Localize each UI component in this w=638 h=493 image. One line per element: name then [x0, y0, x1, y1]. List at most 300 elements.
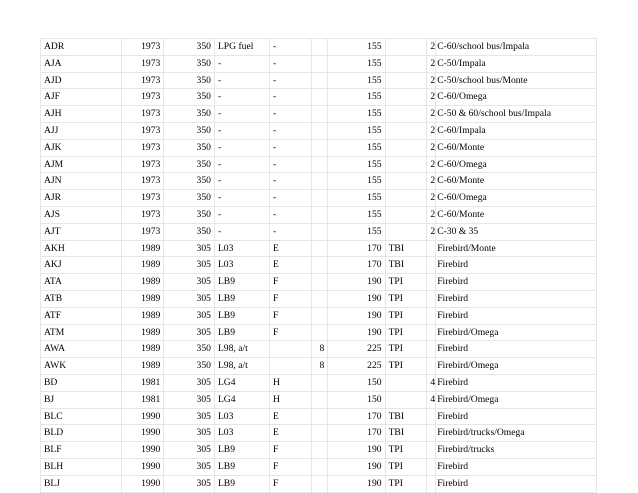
letter-cell: F: [269, 307, 311, 324]
engine-cell: LB9: [214, 324, 269, 341]
engine-cell: LG4: [214, 374, 269, 391]
letter-cell: F: [269, 290, 311, 307]
fuel-system-cell: [385, 139, 427, 156]
table-row: [41, 106, 597, 123]
fuel-system-cell: [385, 55, 427, 72]
code-cell: AJF: [41, 89, 122, 106]
year-cell: 1973: [122, 55, 164, 72]
cylinders-cell: [311, 72, 328, 89]
year-cell: 1989: [122, 274, 164, 291]
year-cell: 1981: [122, 391, 164, 408]
year-cell: 1973: [122, 190, 164, 207]
horsepower-cell: 155: [328, 122, 385, 139]
fuel-system-cell: [385, 190, 427, 207]
cylinders-cell: [311, 139, 328, 156]
year-cell: 1973: [122, 206, 164, 223]
code-cell: BLD: [41, 425, 122, 442]
displacement-cell: 305: [164, 374, 215, 391]
letter-cell: -: [269, 190, 311, 207]
horsepower-cell: 155: [328, 106, 385, 123]
letter-cell: F: [269, 442, 311, 459]
horsepower-cell: 155: [328, 223, 385, 240]
displacement-cell: 350: [164, 223, 215, 240]
displacement-cell: 350: [164, 173, 215, 190]
table-row: [41, 223, 597, 240]
letter-cell: -: [269, 122, 311, 139]
barrels-cell: [427, 274, 436, 291]
application-cell: Firebird/Omega: [436, 358, 597, 375]
letter-cell: -: [269, 39, 311, 56]
code-cell: AKJ: [41, 257, 122, 274]
engine-cell: -: [214, 89, 269, 106]
letter-cell: F: [269, 475, 311, 492]
table-row: [41, 341, 597, 358]
horsepower-cell: 155: [328, 156, 385, 173]
displacement-cell: 350: [164, 358, 215, 375]
code-cell: BJ: [41, 391, 122, 408]
table-row: [41, 39, 597, 56]
barrels-cell: [427, 324, 436, 341]
letter-cell: E: [269, 257, 311, 274]
table-row: [41, 89, 597, 106]
displacement-cell: 350: [164, 106, 215, 123]
application-cell: Firebird: [436, 408, 597, 425]
fuel-system-cell: [385, 72, 427, 89]
engine-cell: -: [214, 206, 269, 223]
barrels-cell: 2: [427, 206, 436, 223]
displacement-cell: 305: [164, 442, 215, 459]
letter-cell: -: [269, 89, 311, 106]
code-cell: AJJ: [41, 122, 122, 139]
horsepower-cell: 225: [328, 358, 385, 375]
code-cell: BLC: [41, 408, 122, 425]
horsepower-cell: 190: [328, 442, 385, 459]
engine-cell: -: [214, 106, 269, 123]
engine-cell: LB9: [214, 274, 269, 291]
engine-cell: L03: [214, 408, 269, 425]
code-cell: ATA: [41, 274, 122, 291]
application-cell: C-60/Monte: [436, 139, 597, 156]
cylinders-cell: [311, 425, 328, 442]
application-cell: Firebird: [436, 274, 597, 291]
barrels-cell: 4: [427, 374, 436, 391]
barrels-cell: [427, 442, 436, 459]
fuel-system-cell: TPI: [385, 274, 427, 291]
horsepower-cell: 190: [328, 307, 385, 324]
year-cell: 1989: [122, 324, 164, 341]
displacement-cell: 350: [164, 39, 215, 56]
application-cell: Firebird: [436, 475, 597, 492]
barrels-cell: 2: [427, 106, 436, 123]
engine-cell: LG4: [214, 391, 269, 408]
application-cell: C-60/Omega: [436, 190, 597, 207]
letter-cell: -: [269, 72, 311, 89]
table-row: [41, 173, 597, 190]
fuel-system-cell: TPI: [385, 307, 427, 324]
cylinders-cell: [311, 156, 328, 173]
table-row: [41, 374, 597, 391]
engine-code-sheet: [40, 38, 597, 493]
code-cell: ATB: [41, 290, 122, 307]
displacement-cell: 350: [164, 139, 215, 156]
table-row: [41, 72, 597, 89]
cylinders-cell: [311, 274, 328, 291]
fuel-system-cell: [385, 39, 427, 56]
engine-cell: LB9: [214, 307, 269, 324]
engine-cell: -: [214, 72, 269, 89]
barrels-cell: 2: [427, 190, 436, 207]
fuel-system-cell: [385, 89, 427, 106]
table-row: [41, 358, 597, 375]
barrels-cell: [427, 358, 436, 375]
fuel-system-cell: TBI: [385, 425, 427, 442]
code-cell: AJK: [41, 139, 122, 156]
horsepower-cell: 155: [328, 190, 385, 207]
table-row: [41, 274, 597, 291]
cylinders-cell: [311, 442, 328, 459]
year-cell: 1989: [122, 240, 164, 257]
cylinders-cell: 8: [311, 341, 328, 358]
engine-cell: -: [214, 190, 269, 207]
table-row: [41, 458, 597, 475]
horsepower-cell: 155: [328, 139, 385, 156]
engine-cell: L03: [214, 257, 269, 274]
year-cell: 1989: [122, 341, 164, 358]
year-cell: 1990: [122, 442, 164, 459]
horsepower-cell: 170: [328, 257, 385, 274]
cylinders-cell: [311, 408, 328, 425]
engine-cell: L98, a/t: [214, 358, 269, 375]
displacement-cell: 305: [164, 307, 215, 324]
letter-cell: -: [269, 223, 311, 240]
application-cell: C-60/school bus/Impala: [436, 39, 597, 56]
year-cell: 1990: [122, 475, 164, 492]
cylinders-cell: [311, 257, 328, 274]
engine-cell: -: [214, 223, 269, 240]
engine-cell: -: [214, 139, 269, 156]
cylinders-cell: [311, 190, 328, 207]
displacement-cell: 350: [164, 341, 215, 358]
table-row: [41, 139, 597, 156]
displacement-cell: 350: [164, 89, 215, 106]
fuel-system-cell: TBI: [385, 240, 427, 257]
engine-cell: -: [214, 55, 269, 72]
letter-cell: H: [269, 374, 311, 391]
engine-cell: L03: [214, 240, 269, 257]
application-cell: C-50 & 60/school bus/Impala: [436, 106, 597, 123]
code-cell: BLH: [41, 458, 122, 475]
barrels-cell: 2: [427, 72, 436, 89]
fuel-system-cell: [385, 106, 427, 123]
code-cell: AJH: [41, 106, 122, 123]
table-row: [41, 324, 597, 341]
year-cell: 1973: [122, 139, 164, 156]
code-cell: AJD: [41, 72, 122, 89]
cylinders-cell: [311, 106, 328, 123]
code-cell: AJS: [41, 206, 122, 223]
displacement-cell: 350: [164, 190, 215, 207]
letter-cell: [269, 341, 311, 358]
barrels-cell: [427, 240, 436, 257]
fuel-system-cell: [385, 156, 427, 173]
cylinders-cell: 8: [311, 358, 328, 375]
cylinders-cell: [311, 206, 328, 223]
code-cell: AJM: [41, 156, 122, 173]
engine-cell: -: [214, 156, 269, 173]
letter-cell: F: [269, 324, 311, 341]
displacement-cell: 350: [164, 72, 215, 89]
engine-cell: L98, a/t: [214, 341, 269, 358]
horsepower-cell: 150: [328, 374, 385, 391]
barrels-cell: 2: [427, 39, 436, 56]
fuel-system-cell: TPI: [385, 341, 427, 358]
application-cell: Firebird/Omega: [436, 324, 597, 341]
fuel-system-cell: TBI: [385, 408, 427, 425]
application-cell: Firebird: [436, 307, 597, 324]
table-row: [41, 122, 597, 139]
year-cell: 1973: [122, 72, 164, 89]
displacement-cell: 350: [164, 55, 215, 72]
table-row: [41, 408, 597, 425]
code-cell: AJT: [41, 223, 122, 240]
horsepower-cell: 155: [328, 89, 385, 106]
cylinders-cell: [311, 240, 328, 257]
year-cell: 1989: [122, 307, 164, 324]
code-cell: AJN: [41, 173, 122, 190]
cylinders-cell: [311, 89, 328, 106]
year-cell: 1973: [122, 122, 164, 139]
fuel-system-cell: TBI: [385, 257, 427, 274]
engine-cell: LPG fuel: [214, 39, 269, 56]
year-cell: 1989: [122, 358, 164, 375]
horsepower-cell: 190: [328, 290, 385, 307]
barrels-cell: [427, 458, 436, 475]
letter-cell: E: [269, 240, 311, 257]
table-row: [41, 156, 597, 173]
table-row: [41, 391, 597, 408]
horsepower-cell: 155: [328, 55, 385, 72]
fuel-system-cell: TPI: [385, 442, 427, 459]
fuel-system-cell: [385, 173, 427, 190]
horsepower-cell: 225: [328, 341, 385, 358]
barrels-cell: [427, 290, 436, 307]
code-cell: AWA: [41, 341, 122, 358]
displacement-cell: 305: [164, 240, 215, 257]
horsepower-cell: 150: [328, 391, 385, 408]
cylinders-cell: [311, 290, 328, 307]
letter-cell: -: [269, 106, 311, 123]
table-row: [41, 240, 597, 257]
fuel-system-cell: [385, 206, 427, 223]
fuel-system-cell: TPI: [385, 475, 427, 492]
table-row: [41, 425, 597, 442]
barrels-cell: [427, 307, 436, 324]
letter-cell: -: [269, 156, 311, 173]
fuel-system-cell: TPI: [385, 290, 427, 307]
cylinders-cell: [311, 458, 328, 475]
engine-cell: L03: [214, 425, 269, 442]
table-row: [41, 442, 597, 459]
letter-cell: [269, 358, 311, 375]
cylinders-cell: [311, 55, 328, 72]
engine-cell: -: [214, 122, 269, 139]
displacement-cell: 305: [164, 458, 215, 475]
fuel-system-cell: TPI: [385, 358, 427, 375]
horsepower-cell: 170: [328, 408, 385, 425]
displacement-cell: 305: [164, 408, 215, 425]
displacement-cell: 305: [164, 274, 215, 291]
engine-cell: LB9: [214, 290, 269, 307]
application-cell: C-60/Omega: [436, 156, 597, 173]
fuel-system-cell: [385, 223, 427, 240]
fuel-system-cell: TPI: [385, 458, 427, 475]
application-cell: Firebird: [436, 374, 597, 391]
displacement-cell: 305: [164, 290, 215, 307]
cylinders-cell: [311, 39, 328, 56]
code-cell: AJA: [41, 55, 122, 72]
fuel-system-cell: [385, 374, 427, 391]
barrels-cell: 2: [427, 223, 436, 240]
displacement-cell: 305: [164, 475, 215, 492]
table-row: [41, 307, 597, 324]
letter-cell: -: [269, 55, 311, 72]
cylinders-cell: [311, 223, 328, 240]
code-cell: AWK: [41, 358, 122, 375]
year-cell: 1989: [122, 290, 164, 307]
horsepower-cell: 190: [328, 458, 385, 475]
code-cell: BLJ: [41, 475, 122, 492]
table-row: [41, 206, 597, 223]
year-cell: 1990: [122, 408, 164, 425]
application-cell: C-50/school bus/Monte: [436, 72, 597, 89]
year-cell: 1981: [122, 374, 164, 391]
code-cell: ATM: [41, 324, 122, 341]
barrels-cell: [427, 257, 436, 274]
letter-cell: F: [269, 274, 311, 291]
fuel-system-cell: [385, 391, 427, 408]
horsepower-cell: 155: [328, 173, 385, 190]
year-cell: 1973: [122, 39, 164, 56]
displacement-cell: 305: [164, 391, 215, 408]
engine-cell: LB9: [214, 442, 269, 459]
application-cell: C-60/Impala: [436, 122, 597, 139]
application-cell: Firebird/Omega: [436, 391, 597, 408]
displacement-cell: 305: [164, 425, 215, 442]
barrels-cell: [427, 408, 436, 425]
year-cell: 1973: [122, 106, 164, 123]
displacement-cell: 350: [164, 206, 215, 223]
cylinders-cell: [311, 324, 328, 341]
cylinders-cell: [311, 391, 328, 408]
barrels-cell: 2: [427, 156, 436, 173]
table-body: [41, 39, 597, 493]
code-cell: BD: [41, 374, 122, 391]
year-cell: 1973: [122, 223, 164, 240]
application-cell: Firebird/trucks/Omega: [436, 425, 597, 442]
year-cell: 1990: [122, 425, 164, 442]
table-row: [41, 55, 597, 72]
application-cell: C-60/Omega: [436, 89, 597, 106]
code-cell: BLF: [41, 442, 122, 459]
letter-cell: -: [269, 173, 311, 190]
barrels-cell: [427, 341, 436, 358]
cylinders-cell: [311, 475, 328, 492]
engine-code-table: [40, 38, 597, 493]
barrels-cell: [427, 425, 436, 442]
code-cell: AJR: [41, 190, 122, 207]
table-row: [41, 190, 597, 207]
fuel-system-cell: [385, 122, 427, 139]
application-cell: C-60/Monte: [436, 173, 597, 190]
table-row: [41, 257, 597, 274]
cylinders-cell: [311, 374, 328, 391]
horsepower-cell: 170: [328, 425, 385, 442]
application-cell: C-50/Impala: [436, 55, 597, 72]
barrels-cell: 2: [427, 55, 436, 72]
barrels-cell: 2: [427, 122, 436, 139]
application-cell: Firebird: [436, 290, 597, 307]
barrels-cell: 2: [427, 173, 436, 190]
fuel-system-cell: TPI: [385, 324, 427, 341]
barrels-cell: [427, 475, 436, 492]
letter-cell: -: [269, 139, 311, 156]
code-cell: ADR: [41, 39, 122, 56]
horsepower-cell: 155: [328, 39, 385, 56]
application-cell: Firebird/trucks: [436, 442, 597, 459]
table-row: [41, 475, 597, 492]
horsepower-cell: 155: [328, 206, 385, 223]
horsepower-cell: 190: [328, 274, 385, 291]
code-cell: ATF: [41, 307, 122, 324]
cylinders-cell: [311, 173, 328, 190]
letter-cell: E: [269, 425, 311, 442]
cylinders-cell: [311, 122, 328, 139]
displacement-cell: 350: [164, 122, 215, 139]
year-cell: 1973: [122, 89, 164, 106]
letter-cell: E: [269, 408, 311, 425]
barrels-cell: 2: [427, 139, 436, 156]
letter-cell: F: [269, 458, 311, 475]
application-cell: Firebird: [436, 257, 597, 274]
barrels-cell: 4: [427, 391, 436, 408]
horsepower-cell: 170: [328, 240, 385, 257]
displacement-cell: 350: [164, 156, 215, 173]
displacement-cell: 305: [164, 257, 215, 274]
year-cell: 1989: [122, 257, 164, 274]
horsepower-cell: 190: [328, 475, 385, 492]
year-cell: 1973: [122, 156, 164, 173]
horsepower-cell: 155: [328, 72, 385, 89]
engine-cell: LB9: [214, 458, 269, 475]
year-cell: 1990: [122, 458, 164, 475]
application-cell: Firebird: [436, 458, 597, 475]
table-row: [41, 290, 597, 307]
letter-cell: -: [269, 206, 311, 223]
year-cell: 1973: [122, 173, 164, 190]
application-cell: Firebird/Monte: [436, 240, 597, 257]
engine-cell: LB9: [214, 475, 269, 492]
code-cell: AKH: [41, 240, 122, 257]
cylinders-cell: [311, 307, 328, 324]
application-cell: C-60/Monte: [436, 206, 597, 223]
barrels-cell: 2: [427, 89, 436, 106]
letter-cell: H: [269, 391, 311, 408]
horsepower-cell: 190: [328, 324, 385, 341]
displacement-cell: 305: [164, 324, 215, 341]
application-cell: C-30 & 35: [436, 223, 597, 240]
application-cell: Firebird: [436, 341, 597, 358]
engine-cell: -: [214, 173, 269, 190]
